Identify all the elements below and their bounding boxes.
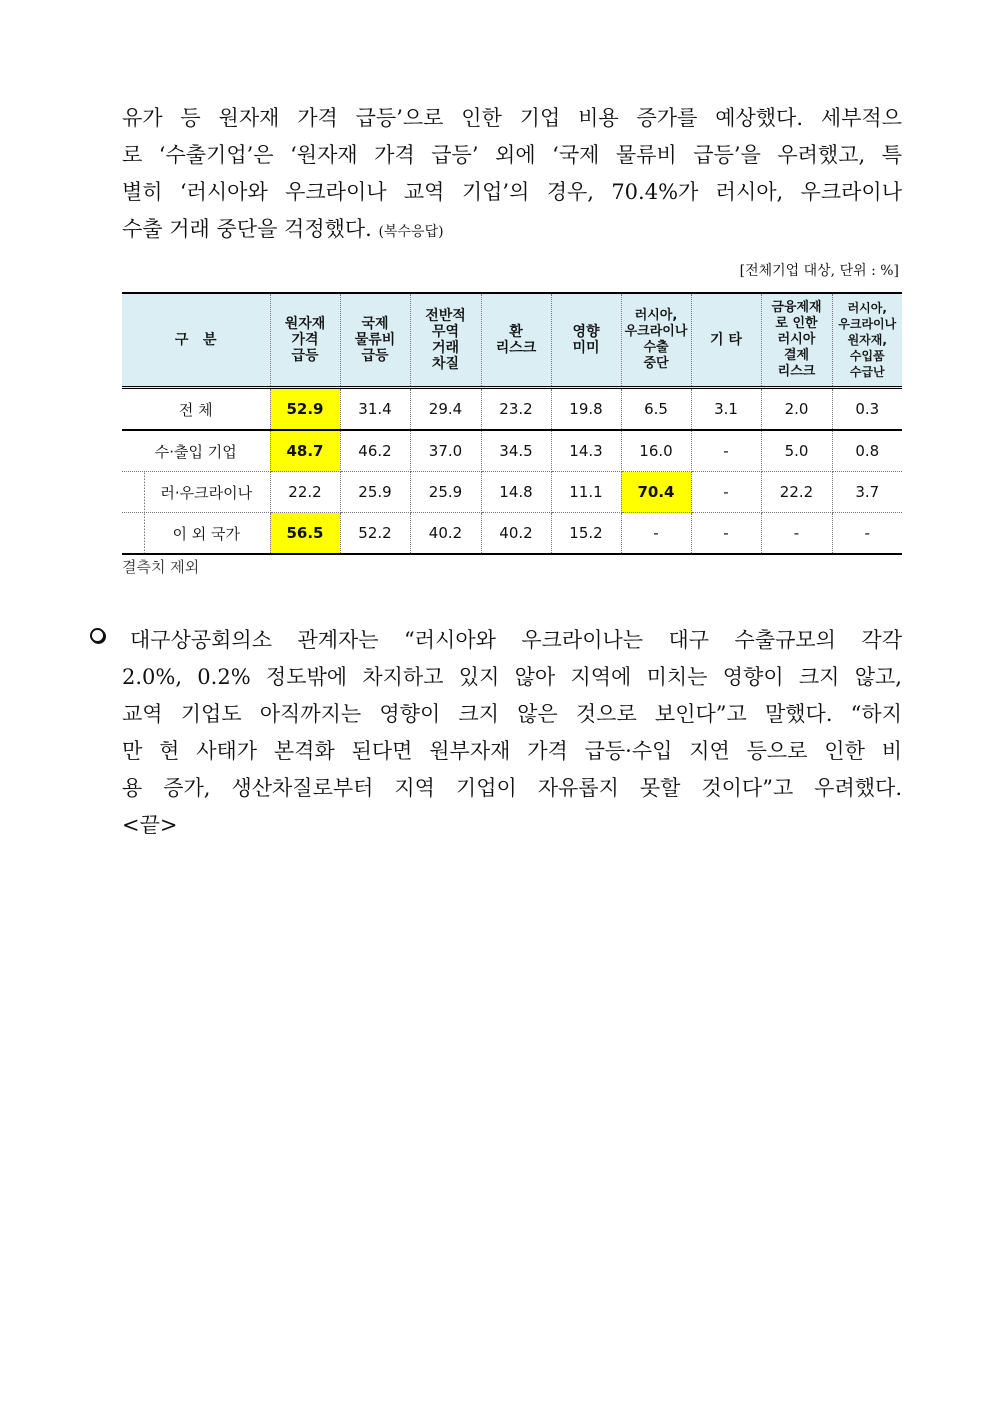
table-cell: 15.2: [551, 513, 621, 555]
quote-line: 용 증가, 생산차질로부터 지역 기업이 자유롭지 못할 것이다”고 우려했다.: [122, 776, 902, 800]
table-cell: 40.2: [481, 513, 551, 555]
intro-line: 별히 ‘러시아와 우크라이나 교역 기업’의 경우, 70.4%가 러시아, 우크라이나: [122, 180, 902, 204]
multiple-response-note: (복수응답): [378, 224, 444, 240]
table-cell: 0.8: [832, 430, 902, 472]
table-row: [122, 388, 902, 431]
header-fx-risk: 환 리스크: [481, 293, 551, 388]
table-cell: 3.1: [691, 388, 761, 431]
row-label: 전 체: [122, 388, 270, 431]
table-cell: -: [691, 430, 761, 472]
table-cell: 0.3: [832, 388, 902, 431]
table-row: [122, 513, 902, 555]
survey-table: [122, 292, 902, 555]
table-header-row: [122, 293, 902, 388]
row-label: 수·출입 기업: [122, 430, 270, 472]
intro-line: [122, 211, 902, 251]
table-cell: 52.9: [270, 388, 340, 431]
end-mark: <끝>: [122, 813, 178, 837]
header-other: 기 타: [691, 293, 761, 388]
quote-line: 만 현 사태가 본격화 된다면 원부자재 가격 급등·수입 지연 등으로 인한 비: [122, 739, 902, 763]
table-cell: 40.2: [410, 513, 481, 555]
table-cell: 11.1: [551, 472, 621, 513]
table-cell: 70.4: [621, 472, 691, 513]
header-logistics-cost: 국제 물류비 급등: [340, 293, 410, 388]
header-category: 구 분: [122, 293, 270, 388]
table-cell: 46.2: [340, 430, 410, 472]
header-trade-disruption: 전반적 무역 거래 차질: [410, 293, 481, 388]
table-cell: 37.0: [410, 430, 481, 472]
row-label: 이 외 국가: [122, 513, 270, 555]
footnote: 결측치 제외: [122, 558, 200, 576]
table-cell: 56.5: [270, 513, 340, 555]
table-cell: 14.8: [481, 472, 551, 513]
table-cell: 19.8: [551, 388, 621, 431]
quote-line: 교역 기업도 아직까지는 영향이 크지 않은 것으로 보인다”고 말했다. “하지: [122, 702, 902, 726]
table-cell: 3.7: [832, 472, 902, 513]
header-minor-impact: 영향 미미: [551, 293, 621, 388]
intro-last-text: 수출 거래 중단을 걱정했다.: [122, 217, 372, 241]
intro-paragraph: [122, 100, 902, 251]
table-cell: -: [621, 513, 691, 555]
table-cell: 22.2: [761, 472, 832, 513]
table-cell: 16.0: [621, 430, 691, 472]
table-cell: 25.9: [340, 472, 410, 513]
quote-line: 대구상공회의소 관계자는 “러시아와 우크라이나는 대구 수출규모의 각각: [130, 628, 902, 652]
table-cell: 23.2: [481, 388, 551, 431]
table-cell: 31.4: [340, 388, 410, 431]
table-cell: 6.5: [621, 388, 691, 431]
table-cell: -: [832, 513, 902, 555]
table-cell: 25.9: [410, 472, 481, 513]
table-cell: 22.2: [270, 472, 340, 513]
intro-line: 유가 등 원자재 가격 급등’으로 인한 기업 비용 증가를 예상했다. 세부적으: [122, 106, 902, 130]
circle-bullet-icon: [90, 628, 105, 643]
table-cell: 5.0: [761, 430, 832, 472]
table-row: [122, 430, 902, 472]
header-raw-material-price: 원자재 가격 급등: [270, 293, 340, 388]
row-label: 러·우크라이나: [122, 472, 270, 513]
table-cell: 52.2: [340, 513, 410, 555]
table-row: [122, 472, 902, 513]
header-export-halt: 러시아, 우크라이나 수출 중단: [621, 293, 691, 388]
table-cell: 2.0: [761, 388, 832, 431]
header-payment-risk: 금융제재 로 인한 러시아 결제 리스크: [761, 293, 832, 388]
quote-paragraph: [122, 622, 902, 844]
table-cell: 34.5: [481, 430, 551, 472]
table-cell: -: [761, 513, 832, 555]
table-cell: 29.4: [410, 388, 481, 431]
table-cell: -: [691, 472, 761, 513]
unit-note: [전체기업 대상, 단위 : %]: [739, 263, 899, 279]
table-cell: -: [691, 513, 761, 555]
header-import-shortage: 러시아, 우크라이나 원자재, 수입품 수급난: [832, 293, 902, 388]
table-cell: 48.7: [270, 430, 340, 472]
intro-line: 로 ‘수출기업’은 ‘원자재 가격 급등’ 외에 ‘국제 물류비 급등’을 우려했고, 특: [122, 143, 902, 167]
table-cell: 14.3: [551, 430, 621, 472]
quote-line: 2.0%, 0.2% 정도밖에 차지하고 있지 않아 지역에 미치는 영향이 크지 않고,: [122, 665, 902, 689]
